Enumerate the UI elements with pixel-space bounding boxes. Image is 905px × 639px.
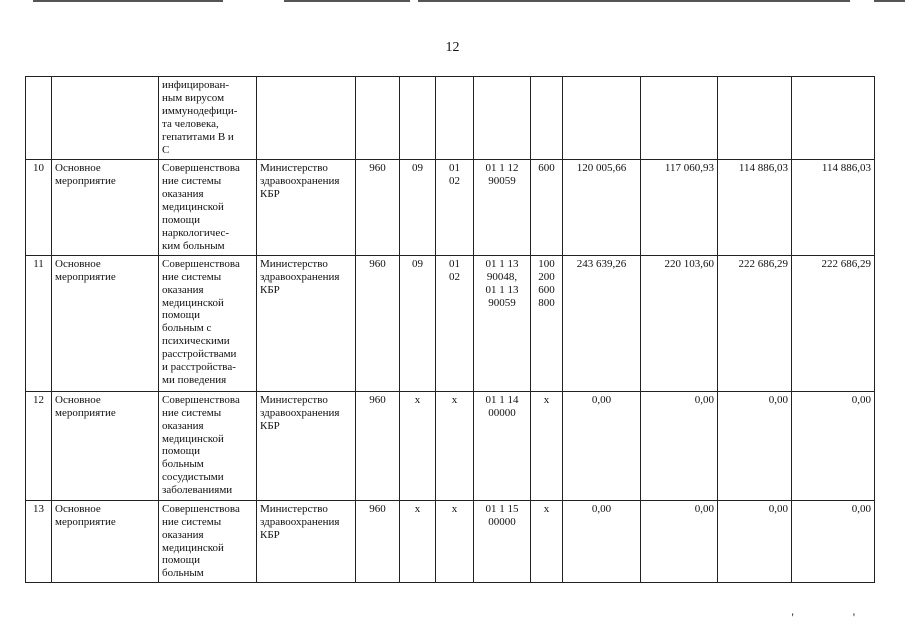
expense-type-cell: 600 <box>531 159 563 255</box>
row-number: 12 <box>26 391 52 500</box>
status-cell <box>52 77 159 160</box>
measure-name-cell: Совершенствова ние системы оказания медицинской помощи больным с психическими расстройствами и расстройства- ми поведения <box>159 255 257 391</box>
amount-year-3-cell: 0,00 <box>718 391 792 500</box>
amount-year-2-cell <box>641 77 718 160</box>
grbs-code-cell <box>356 77 400 160</box>
status-cell: Основное мероприятие <box>52 391 159 500</box>
amount-year-4-cell: 0,00 <box>792 500 875 583</box>
amount-year-2-cell: 0,00 <box>641 391 718 500</box>
row-number: 10 <box>26 159 52 255</box>
measure-name-cell: Совершенствова ние системы оказания медицинской помощи наркологичес- ким больным <box>159 159 257 255</box>
subsection-code-cell: 01 02 <box>436 159 474 255</box>
table-row <box>26 77 875 160</box>
amount-year-2-cell: 0,00 <box>641 500 718 583</box>
amount-year-3-cell: 0,00 <box>718 500 792 583</box>
subsection-code-cell <box>436 77 474 160</box>
table-row <box>26 500 875 583</box>
subsection-code-cell: x <box>436 500 474 583</box>
table-row <box>26 255 875 391</box>
amount-year-3-cell <box>718 77 792 160</box>
table-body <box>26 77 875 583</box>
amount-year-1-cell: 0,00 <box>563 500 641 583</box>
top-rule-right <box>418 0 850 2</box>
executor-cell: Министерство здравоохранения КБР <box>257 255 356 391</box>
amount-year-1-cell <box>563 77 641 160</box>
footer-marks: ' ' <box>791 610 883 624</box>
amount-year-4-cell: 114 886,03 <box>792 159 875 255</box>
amount-year-2-cell: 117 060,93 <box>641 159 718 255</box>
amount-year-4-cell: 0,00 <box>792 391 875 500</box>
section-code-cell <box>400 77 436 160</box>
page-number: 12 <box>445 40 460 55</box>
amount-year-3-cell: 222 686,29 <box>718 255 792 391</box>
executor-cell: Министерство здравоохранения КБР <box>257 391 356 500</box>
grbs-code-cell: 960 <box>356 159 400 255</box>
section-code-cell: 09 <box>400 255 436 391</box>
amount-year-1-cell: 120 005,66 <box>563 159 641 255</box>
top-rule-left <box>33 0 223 2</box>
table-row <box>26 159 875 255</box>
amount-year-1-cell: 0,00 <box>563 391 641 500</box>
row-number <box>26 77 52 160</box>
section-code-cell: x <box>400 500 436 583</box>
amount-year-2-cell: 220 103,60 <box>641 255 718 391</box>
amount-year-4-cell <box>792 77 875 160</box>
target-article-cell: 01 1 15 00000 <box>474 500 531 583</box>
amount-year-4-cell: 222 686,29 <box>792 255 875 391</box>
measure-name-cell: инфицирован- ным вирусом иммунодефици- та человека, гепатитами В и С <box>159 77 257 160</box>
status-cell: Основное мероприятие <box>52 159 159 255</box>
row-number: 13 <box>26 500 52 583</box>
target-article-cell: 01 1 12 90059 <box>474 159 531 255</box>
status-cell: Основное мероприятие <box>52 500 159 583</box>
budget-table <box>25 76 875 583</box>
subsection-code-cell: x <box>436 391 474 500</box>
target-article-cell <box>474 77 531 160</box>
row-number: 11 <box>26 255 52 391</box>
measure-name-cell: Совершенствова ние системы оказания медицинской помощи больным <box>159 500 257 583</box>
section-code-cell: 09 <box>400 159 436 255</box>
expense-type-cell: x <box>531 391 563 500</box>
executor-cell <box>257 77 356 160</box>
target-article-cell: 01 1 13 90048, 01 1 13 90059 <box>474 255 531 391</box>
amount-year-3-cell: 114 886,03 <box>718 159 792 255</box>
subsection-code-cell: 01 02 <box>436 255 474 391</box>
top-rule-far-right <box>874 0 905 2</box>
section-code-cell: x <box>400 391 436 500</box>
target-article-cell: 01 1 14 00000 <box>474 391 531 500</box>
table-row <box>26 391 875 500</box>
expense-type-cell: x <box>531 500 563 583</box>
measure-name-cell: Совершенствова ние системы оказания медицинской помощи больным сосудистыми заболеваниями <box>159 391 257 500</box>
status-cell: Основное мероприятие <box>52 255 159 391</box>
grbs-code-cell: 960 <box>356 500 400 583</box>
expense-type-cell <box>531 77 563 160</box>
executor-cell: Министерство здравоохранения КБР <box>257 500 356 583</box>
top-rule-middle <box>284 0 410 2</box>
grbs-code-cell: 960 <box>356 391 400 500</box>
amount-year-1-cell: 243 639,26 <box>563 255 641 391</box>
expense-type-cell: 100 200 600 800 <box>531 255 563 391</box>
grbs-code-cell: 960 <box>356 255 400 391</box>
executor-cell: Министерство здравоохранения КБР <box>257 159 356 255</box>
